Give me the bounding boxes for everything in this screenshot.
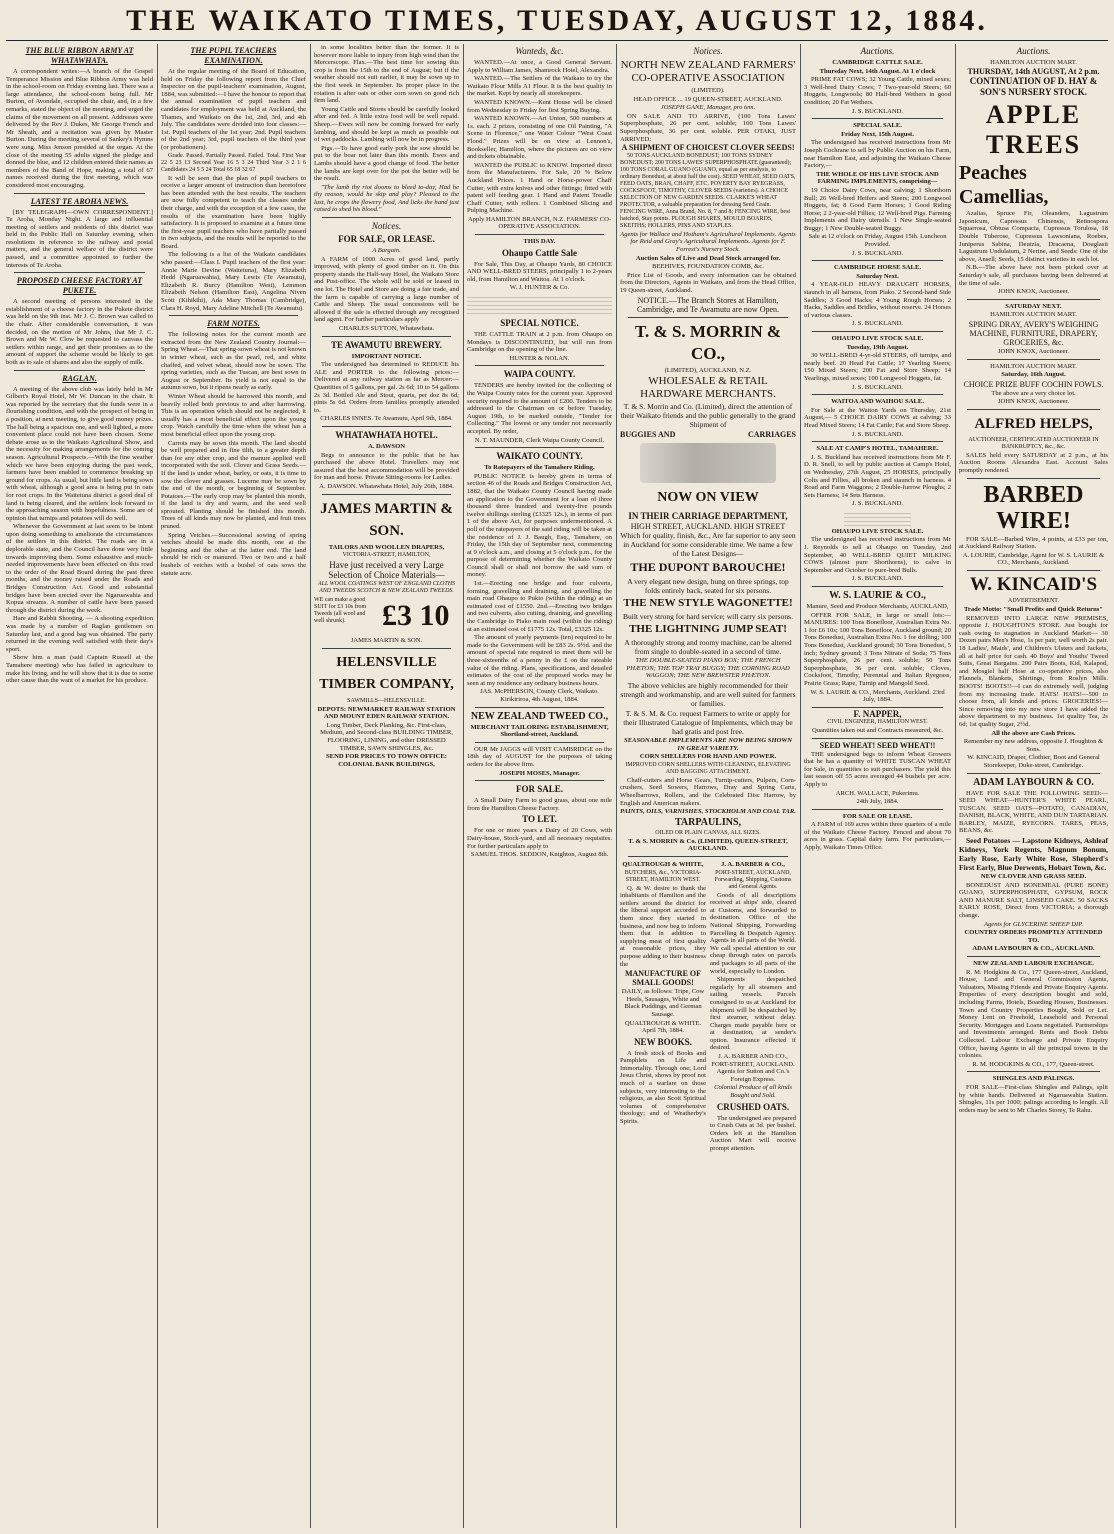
- ad-list: PRIME FAT COWS; 32 Young Cattle, mixed sexes; 3 Well-bred Dairy Cows; 7 Two-year-old Steers; 60 Hoggets, Longwools; 80 Half-bred Wethers in good condition; 20 Fat Wethers.: [804, 76, 951, 106]
- ad-signature: JOHN KNOX, Auctioneer.: [997, 398, 1070, 406]
- headline: PROPOSED CHEESE FACTORY AT PUKETE.: [16, 276, 143, 296]
- ad-text: BONEDUST AND BONEMEAL (PURE BONE) GUANO, SUPERPHOSPHATE, GYPSUM, ROCK AND MANURE SALT, LINSEED CAKE. 50 SACKS EARLY ROSE, Direct from VICTORIA; a thorough change.: [959, 881, 1108, 920]
- column-5: [620, 44, 796, 1526]
- article-paragraph: Whenever the Government at last seem to be intent upon doing something to ameliorate the circumstances of the settlers in this district. The roads are in a deplorable state, and the Council have done very little towards improving them. Some exhaustive and much-needed improvements have been effected on this road to the order of the Road Board during the past three months, and the money raised under the Roads and Bridges Construction Act. Good and substantial bridges have been erected over the Ngaruawahia and Kopua streams. A number of cattle have been passed through the district during the week.: [6, 523, 153, 614]
- ad-signature: JOSEPH MOSES, Manager.: [499, 769, 580, 777]
- ad-text: PAINTS, OILS, VARNISHES, STOCKHOLM AND COAL TAR.: [620, 808, 796, 816]
- ad-signature: J. S. BUCKLAND.: [851, 320, 904, 328]
- ad-text: OUR Mr JAGGS will VISIT CAMBRIDGE on the 18th day of AUGUST for the purposes of taking orders for the above firm.: [467, 745, 612, 768]
- ad-subtitle: A Bargain.: [372, 247, 401, 255]
- ad-title: Ohaupo Cattle Sale: [501, 247, 577, 258]
- ad-signature: J. A. BARBER AND CO., FORT-STREET, AUCKLAND. Agents for Sutton and Co.'s Foreign Express.: [711, 1053, 795, 1083]
- article-paragraph: Carrots may be sown this month. The land should be well prepared and in fine tilth, to a greater depth than for any other crop, and the manure applied well incorporated with the soil. Clover and Grass Seeds.—If the land is under wheat, barley, or oats, it is time to sow the clover and grasses. Lucerne may be sown by the end of the month, or beginning of September. Potatoes.—The early crop may be planted this month, if the land is dry and warm, and the seed well sprouted. Planting should be finished this month. Trees of all kinds may now be planted, and fruit trees pruned.: [161, 439, 306, 531]
- column-1: [6, 44, 153, 1526]
- divider: [322, 217, 451, 218]
- ad-list: Long Timber, Deck Planking, &c. First-class, Medium, and Second-class BUILDING TIMBER, FLOORING, LINING, and other DRESSED TIMBER, SAWN SHINGLES, &c.: [320, 721, 453, 752]
- ad-title: WAITOA AND WAIHOU SALE.: [831, 398, 924, 406]
- ad-subtitle: A. DAWSON: [367, 442, 405, 450]
- ad-title: SEED WHEAT! SEED WHEAT!!: [819, 740, 936, 750]
- divider: [812, 738, 943, 739]
- ad-signature: J. S. BUCKLAND.: [851, 500, 904, 508]
- shipping-ad: [710, 860, 796, 1154]
- section-header: Notices.: [693, 46, 723, 56]
- ad-text: Chaff-cutters and Horse Gears, Turnip-cutters, Pulpers, Corn-crushers, Seed Sowers, Harrows, Dray and Spring Carts, Wheelbarrows, Rollers, and the Celebrated Disc Harrow, by English and American makers.: [620, 776, 796, 807]
- divider: [967, 359, 1100, 360]
- ad-title: THE LIGHTNING JUMP SEAT!: [629, 623, 787, 636]
- ad-subtitle: CORN SHELLERS FOR HAND AND POWER.: [639, 753, 777, 761]
- column-6: [804, 44, 951, 1526]
- ad-title: SPECIAL SALE.: [853, 122, 902, 130]
- ad-title: NEW ZEALAND TWEED CO.,: [470, 710, 609, 722]
- results-table: Grade. Passed. Partially Passed. Failed. Total. First Year 22 5 23 13 Second Year 16 5 3 24 Third Year 3 2 1 6 Candidates 24 5 5 24 Total 65 18 32 67: [161, 152, 306, 173]
- ad-title: NORTH NEW ZEALAND FARMERS' CO-OPERATIVE ASSOCIATION: [620, 59, 796, 84]
- ad-title: HELENSVILLE TIMBER COMPANY,: [319, 654, 454, 692]
- article-paragraph: The following notes for the current month are extracted from the New Zealand Country Journal:—Spring Wheat.—That spring-sown wheat is not known in winter wheat, such as the pearl, red, and white chaffed, and velvet wheat, should now be sown. The spring varieties, such as the Tuscan, are best sown in August or September. Its yield is not equal to the autumn sown, but it ripens nearly as early.: [161, 331, 306, 392]
- ad-subtitle: To Ratepayers of the Tamahere Riding.: [484, 464, 595, 472]
- ad-title: THIS DAY.: [523, 238, 556, 246]
- ad-title: W. KINCAID'S: [969, 574, 1098, 596]
- headline: THE PUPIL TEACHERS EXAMINATION.: [190, 46, 277, 65]
- masthead-rule: [6, 40, 1108, 41]
- article-paragraph: A second meeting of persons interested in the establishment of a cheese factory in the Pukete district was held on the 9th inst. Mr J. C. Brown was called to the chair. After considerable conversation, it was decided, on the motion of Mr Johns, that Mr J. C. Brown and Mr W. Clow be requested to canvass the settlers within range, and get their promises as to the amount of support the scheme would be likely to get both as to sale of shares and also the supply of milk.: [6, 298, 153, 366]
- ad-text: REMOVED INTO LARGE NEW PREMISES, opposite J. HOUGHTON'S STORE. Just bought for cash owing to stagnation in Auckland Market— 30 Dozen pairs Men's Hose, 1s per pair, well worth 2s pair. 18 Ladies', Maids', and Children's Ulsters and Jackets, all at half price for cash. 40 Boys' and Youths' Tweed Suits, Great Bargains. 200 Pairs Boots, Kid, Kalapod, and Mosgiel half Hose at co-operative prices, also Flannels, Blankets, Shirtings, from Roslyn Mills. BOOTS! BOOTS!!—I can do extremely well, judging from my increasing trade. HATS! HATS!—500 to choose from, all kinds and prices. GROCERIES!—Since removing into my new store I have added the above department to my business. 1st quality Tea, 2s 6d; 1st quality Sugar, 2½d.: [959, 614, 1108, 728]
- ad-title: ALFRED HELPS,: [974, 415, 1093, 432]
- column-3: [314, 44, 459, 1526]
- divider: [812, 394, 943, 395]
- ad-text: Q. & W. desire to thank the inhabitants of Hamilton and the settlers around the district for the liberal support accorded to them since they started in business, and now beg to inform them that in addition to supplying meat of first quality at reasonable prices, they purpose adding to their business the: [620, 884, 706, 968]
- ad-text: A fresh stock of Books and Pamphlets on Life and Immortality. Through one; Lord Jesus Christ, shows by proof not much of a warfare on those subjects, very interesting to the religious, as also Scott Spiritual volumes of comprehensive theology; and of Weatherby's Spirits.: [620, 1049, 706, 1126]
- classified-ad: WANTED KNOWN.—Art Union, 500 numbers at 1s. each. 2 prizes, consisting of one Oil Painting, "A Scene in Florence," one Water Colour "West Coast Flood." Prizes will be on view at Lennon's, Bookseller, Hamilton, where the pictures are on view and tickets obtainable.: [467, 115, 612, 161]
- divider: [812, 586, 943, 587]
- divider: [322, 426, 451, 427]
- ad-signature: J. S. BUCKLAND.: [851, 107, 904, 115]
- ad-text: CHOICE PRIZE BUFF COCHIN FOWLS.: [963, 379, 1104, 389]
- ad-text: THE undersigned begs to inform Wheat Growers that he has a quantity of WHITE TUSCAN WHEAT for Sale, in quantities to suit purchasers. The yield this last season off 55 acres averaged 44 bushels per acre. Apply to: [804, 750, 951, 788]
- classified-ad: WANTED.—At once, a Good General Servant. Apply to William James, Shamrock Hotel, Alexandra.: [467, 59, 612, 74]
- ad-text: Shipments despatched regularly by all steamers and sailing vessels. Parcels consigned to us at Auckland for shipment will be despatched by first steamer, without delay. Charges made payable here or at destination, at sender's option. Insurance effected if desired.: [710, 976, 796, 1052]
- article-paragraph: It will be seen that the plan of pupil teachers to receive a larger amount of instruction than heretofore has been attended with the best results. The teachers are now fully competent to teach the classes under their charge, and with the exception of a few cases, the results of the examination have been highly satisfactory. It is proposed to examine at a future time the first-year pupil teachers who have partially passed in two subjects, and the results will be reported to the Board.: [161, 174, 306, 250]
- section-header: Auctions.: [860, 46, 895, 56]
- ad-text: FOR SALE—Barbed Wire, 4 points, at £33 per ton, at Auckland Railway Station.: [959, 535, 1108, 551]
- divider: [812, 441, 943, 442]
- headline: THE BLUE RIBBON ARMY AT WHATAWHATA.: [25, 46, 134, 65]
- ad-title: FOR SALE OR LEASE.: [842, 812, 913, 820]
- headline: RAGLAN.: [62, 373, 97, 383]
- ad-subtitle: THE WHOLE OF HIS LIVE STOCK AND FARMING IMPLEMENTS, comprising—: [816, 170, 939, 186]
- ad-footer: SEND FOR PRICES TO TOWN OFFICE: COLONIAL BANK BUILDINGS,: [326, 753, 447, 768]
- ad-signature: ARCH. WALLACE, Pukerimu.: [835, 789, 920, 797]
- ad-signature: J. S. BUCKLAND.: [851, 575, 904, 583]
- ad-text: For one or more years a Dairy of 20 Cows, with Dairy-house, Stock-yard, and all necessary requisites. For further particulars apply to: [467, 827, 612, 850]
- ad-title: FOR SALE, OR LEASE.: [338, 234, 435, 245]
- divider: [475, 365, 604, 366]
- ad-signature: T. & S. MORRIN & Co. (LIMITED), QUEEN-STREET, AUCKLAND.: [628, 837, 788, 853]
- ad-title: Camellias,: [959, 186, 1049, 209]
- ad-text: For Sale, This Day, at Ohaupo Yards, 80 CHOICE AND WELL-BRED STEERS, principally 1 to 2-years old, from Hamilton and Waitoa. At 1 o'clock.: [467, 260, 612, 283]
- ad-text: Have just received a very Large Selection of Choice Materials—: [328, 560, 445, 581]
- ad-text: IMPROVED CORN SHELLERS WITH CLEANING, ELEVATING AND BAGGING ATTACHMENT.: [625, 761, 791, 775]
- divider: [475, 447, 604, 448]
- divider: [812, 809, 943, 810]
- ad-subtitle: A SHIPMENT OF CHOICEST CLOVER SEEDS!: [621, 143, 795, 153]
- divider: [322, 336, 451, 337]
- ad-title: OHAUPO LIVE STOCK SALE.: [831, 527, 924, 535]
- ad-text: A FARM of 1000 Acres of good land, partly improved, with plenty of good timber on it. On this property stands the Half-way Hotel, the Waikato Store and Post-office. The whole will be sold or leased in one lot. The Hotel and Store are doing a fair trade, and the farm is capable of carrying a large number of Cattle and Sheep. The usual concessions will be allowed if the sale is effected through any recognised land agent. For further particulars apply: [314, 255, 459, 324]
- ad-text: J. S. Buckland has received instructions from Mr F. D. R. Snell, to sell by public auction at Camp's Hotel, on Wednesday, 27th August, 25 HORSES, principally Colts and Fillies, all broken and staunch in harness. 4 Road and Farm Waggons; 2 Double-furrow Ploughs; 2 Sets Harness; 14 Sets Harness.: [804, 453, 951, 499]
- ad-subtitle: AUCTIONEER, CERTIFICATED AUCTIONEER IN BANKRUPTCY, &c., &c.: [968, 436, 1099, 450]
- ad-text: HEAD OFFICE ... 19 QUEEN-STREET, AUCKLAND.: [633, 95, 783, 103]
- ad-text: Agents for GLYCERINE SHEEP DIP.: [983, 920, 1084, 928]
- ad-address: VICTORIA-STREET, HAMILTON,: [342, 552, 431, 559]
- divider: [812, 118, 943, 119]
- ad-title: HAMILTON AUCTION MART.: [990, 362, 1077, 370]
- ad-title: CAMBRIDGE CATTLE SALE.: [832, 59, 923, 66]
- ad-text: 1st.—Erecting one bridge and four culverts, forming, gravelling and draining, and gravelling the main road Ohaupo to Pukio (within the riding) at an estimated cost of £1550. 2nd.—Erecting two bridges and two culverts, also cutting, draining, and gravelling the Cambridge to Piako main road (within the riding) at an estimated cost of £1775 12s. Total, £3325 12s.: [467, 580, 612, 633]
- ad-subtitle: BUTCHERS, &c., VICTORIA-STREET, HAMILTON WEST.: [624, 869, 702, 883]
- ad-signature: QUALTROUGH & WHITE. April 7th, 1884.: [624, 1019, 702, 1035]
- ad-title: OHAUPO LIVE STOCK SALE.: [831, 335, 924, 342]
- ad-text: PUBLIC NOTICE is hereby given in terms of section 46 of the Roads and Bridges Construction Act, 1882, that the Waikato County Council having made an application to the Government for a loan of three thousand three hundred and twenty-five pounds twelve shillings sterling (£3325 12s.), in terms of part 1 of the above Act, for purposes undermentioned. A poll of the ratepayers of the said riding will be taken at the residence of J. J. Baugh, Esq., Tamahere, on Friday, the 15th day of September next, commencing at 9 o'clock a.m., and closing at 5 o'clock p.m., for the purpose of determining whether the Waikato County Council shall or shall not borrow the said sum of money.: [467, 472, 612, 579]
- ad-title: T. & S. MORRIN & CO.,: [634, 321, 782, 363]
- article-paragraph: A meeting of the above club was lately held in Mr Gilbert's Royal Hotel, Mr W. Duncan in the chair. It was reported by the secretary that the funds were in a flourishing condition, and with the prospect of being in a position, at next meeting, to give good money prizes. The hall being a spacious one, and well lighted, a more convenient place could not have been chosen. Some debate arose as to the Waikato Agricultural Show, and the necessity for making arrangements for the coming season. Agricultural Prospects.—With the fine weather which we have been enjoying during the past week, farmers have been enabled to commence breaking up ground for crops. As usual, but little land is being sown with wheat, although a good area is being put in oats for root crops. In the Waitetuna district a good deal of land is being cleared, and the settlers look forward to the approaching season with hopefulness. Some are of opinion that turnips and potatoes will do well.: [6, 385, 153, 522]
- ad-subtitle: CIVIL ENGINEER, HAMILTON WEST.: [827, 719, 928, 726]
- column-rule: [310, 44, 311, 1528]
- ad-signature: SAMUEL THOS. SEDDON, Knighton, August 8th.: [470, 851, 609, 859]
- butcher-ad: [620, 860, 706, 1127]
- ad-text: Agents for Wallace and Hotham's Agricultural Implements. Agents for Reid and Gray's Agricultural Implements. Agents for F. Forrest's Nursery Stock.: [620, 230, 796, 253]
- ad-list: For Sale at the Waiton Yards on Thursday, 21st August,— 5 CHOICE DAIRY COWS at calving; 33 Head Mixed Steers; 14 Fat Cattle; Fat and Store Sheep.: [804, 406, 951, 429]
- classified-ad: WANTED KNOWN.—Kent House will be closed from Wednesday to Friday for first Spring Buying.: [467, 98, 612, 114]
- divider: [967, 956, 1100, 957]
- column-rule: [463, 44, 464, 1528]
- ad-subtitle: Friday Next, 15th August.: [841, 130, 914, 138]
- ad-list: 4 YEAR-OLD HEAVY DRAUGHT HORSES, staunch in all harness, from Piako. 2 Second-hand Side Saddles; 3 Good Hacks; 4 Young Rough Horses; 2 Hacks, Saddles and Bridles, without reserve. 24 Horses of various classes.: [804, 281, 951, 319]
- ad-list: THE DOUBLE-SEATED PIANO BOX; THE FRENCH PHÆTON; THE TOP TRAY BUGGY; THE CORNING ROAD WAGGON; THE NEW BREWSTER PHÆTON.: [626, 657, 790, 680]
- ad-title: SALE AT CAMP'S HOTEL, TAMAHERE.: [816, 445, 939, 453]
- ad-text: SPRING DRAY, AVERY'S WEIGHING MACHINE, FURNITURE, DRAPERY, GROCERIES, &c.: [968, 319, 1099, 347]
- divider: [967, 773, 1100, 774]
- ad-text: DEPOTS: NEWMARKET RAILWAY STATION AND MOUNT EDEN RAILWAY STATION.: [317, 705, 456, 721]
- ad-title: J. A. BARBER & CO.,: [721, 861, 785, 868]
- ad-subtitle: Manure, Seed and Produce Merchants, AUCKLAND,: [806, 603, 949, 611]
- article-paragraph: in some localities better than the former. It is however more liable to injury from high wind than the Mercerscope. Flax.—The best time for sowing this crop is from the 15th to the end of August; but if the weather should not suit earlier, it may be sown up to the first week in September. Its proper place in the rotation is after oats or other corn sown on good rich firm land.: [314, 44, 459, 105]
- ad-signature: R. M. HODGKINS & CO., 177, Queen-street.: [972, 1060, 1095, 1068]
- divider: [812, 260, 943, 261]
- price-label: £3 10: [382, 599, 450, 633]
- ad-text: TENDERS are hereby invited for the collecting of the Waipa County rates for the current year. Approved security required to the amount of £200. Tenders to be addressed to the Chairman on or before Tuesday, August 19th, to be marked outside, "Tender for Collecting." The lowest or any tender not necessarily accepted. By order,: [467, 382, 612, 435]
- ad-list: 30 WELL-BRED 4-yr-old STEERS, off turnips, and nearly beef. 20 Head Fat Cattle; 17 Yearling Steers; 150 Mixed Steers; 200 Fat and Store Sheep; 14 Yearlings, mixed sexes; 100 Longwool Hoggets, fat.: [804, 352, 951, 382]
- ad-signature: JOHN KNOX, Auctioneer.: [997, 347, 1070, 355]
- ad-title: WAIPA COUNTY.: [503, 369, 576, 380]
- ad-text: T. & S. M. & Co. request Farmers to write or apply for their Illustrated Catalogue of Implements, which may be had gratis and post free.: [623, 709, 793, 737]
- ad-signature: JAS. McPHERSON, County Clerk, Waikato. Kirikiriroa, 4th August, 1884.: [480, 688, 599, 703]
- divider: [14, 272, 145, 273]
- ad-text: Built very strong for hard service; will carry six persons.: [623, 612, 793, 622]
- ad-signature: W. J. HUNTER & Co.: [509, 284, 570, 292]
- ad-title: ADAM LAYBOURN & CO.: [973, 776, 1094, 788]
- ad-text: Quantities taken out and Contracts measured, &c.: [811, 727, 944, 735]
- ad-text: JOSEPH GANE, Manager, pro tem.: [660, 104, 756, 112]
- classified-ad: WANTED the PUBLIC to KNOW. Imported direct from the Manufacturers. For Sale, 20 % Below Auckland Prices. 1 Hand or Horse-power Chaff Cutter, with extra knives and other fittings; fitted with patent self feeding gear. 1 Hand and Patent Treadle Chaff Cutter, with rollers. 1 Combined Slicing and Pulping Machine.: [467, 161, 612, 215]
- ad-title: NOW ON VIEW: [657, 489, 759, 505]
- headline: LATEST TE AROHA NEWS.: [30, 196, 129, 206]
- column-rule: [616, 44, 617, 1528]
- divider: [475, 742, 604, 743]
- divider: [322, 494, 451, 495]
- ad-text: COUNTRY ORDERS PROMPTLY ATTENDED TO.: [964, 929, 1103, 944]
- article-paragraph: Young Cattle and Stores should be carefully looked after and fed. A little extra food will be well repaid. Sheep.—Ewes will now be coming forward for early lambing, and should be kept as much as possible out of wet paddocks. Lambing will now be in progress.: [314, 105, 459, 144]
- ad-subtitle: NEW CLOVER AND GRASS SEED.: [980, 873, 1087, 881]
- ad-list: ALL WOOL COATINGS WEST OF ENGLAND CLOTHS AND TWEEDS SCOTCH & NEW ZEALAND TWEEDS.: [317, 581, 456, 595]
- ad-title: HAMILTON AUCTION MART.: [990, 59, 1077, 66]
- ad-date: 24th July, 1884.: [856, 798, 899, 806]
- ad-title: CRUSHED OATS.: [716, 1101, 790, 1112]
- ad-text: Which for quality, finish, &c., Are far superior to any seen in Auckland for some considerable time. We name a few of the Latest Designs—: [620, 531, 796, 559]
- ad-signature: J. S. BUCKLAND.: [851, 249, 904, 257]
- ad-subtitle: Thursday Next, 14th August. At 1 o'clock: [819, 67, 936, 75]
- divider: [475, 780, 604, 781]
- classified-ad: WANTED.—The Settlers of the Waikato to try the Waikato Flour Mills A1 Flour. It is the best quality in the market. Kept by nearly all storekeepers.: [467, 75, 612, 98]
- ad-subtitle: SAWMILLS—HELENSVILLE.: [347, 697, 426, 704]
- divider: [967, 478, 1100, 479]
- ad-title: WAIKATO COUNTY.: [496, 451, 583, 462]
- ad-text: Colonial Produce of all kinds Bought and Sold.: [714, 1084, 792, 1100]
- ad-title: FOR SALE.: [515, 784, 563, 795]
- article-paragraph: Hare and Rabbit Shooting. — A shooting expedition was made by a number of Raglan gentlemen on Saturday last, and a good bag was obtained. The party returned in the evening well satisfied with their day's sport.: [6, 615, 153, 653]
- ad-title: THE DUPONT BAROUCHE!: [630, 560, 786, 575]
- verse: "The lamb thy riot dooms to bleed to-day, Had he thy reason, would he skip and play? Pleased to the last, he crops the flowery food, And licks the hand just raised to shed his blood.": [314, 183, 459, 214]
- ad-text: The undersigned has received instructions from Mr Joseph Cochrane to sell by Public Auction on his Farm, near Hamilton East, and adjoining the Waikato Cheese Factory,—: [804, 139, 951, 170]
- column-rule: [800, 44, 801, 1528]
- ad-text: T. & S. Morrin and Co. (Limited), direct the attention of their Waikato friends and the public generally to the grand Shipment of: [620, 402, 796, 430]
- ad-text: A FARM of 169 acres within three quarters of a mile of the Waikato Cheese Factory. Fenced and about 70 acres in grass. Capital dairy farm. For particulars,—Apply, Waikato Times Office.: [804, 821, 951, 852]
- ad-title: HAMILTON AUCTION MART.: [990, 311, 1077, 319]
- headline: FARM NOTES.: [207, 319, 260, 329]
- article-paragraph: At the regular meeting of the Board of Education, held on Friday the following report from the Chief Inspector on the pupil-teachers' examination, August, 1884, was submitted:—I have the honour to report that the annual examination of pupil teachers and candidates for employment was held at Auckland, the Thames, and Waikato on the 1st, 2nd, 3rd, and 4th July. The candidates were divided into four classes:—1st. Pupil teachers of the 1st year; 2nd. Pupil teachers of the 2nd year; 3rd, pupil teachers of the third year (or probationers).: [161, 68, 306, 151]
- ad-subtitle: ADVERTISEMENT.: [1007, 598, 1060, 605]
- ad-title: F. NAPPER,: [853, 708, 902, 719]
- ad-signature: JAMES MARTIN & SON.: [350, 637, 423, 645]
- ad-subtitle: THURSDAY, 14th AUGUST, At 2 p.m.: [967, 66, 1100, 76]
- ad-title: Peaches: [959, 162, 1027, 185]
- article-paragraph: Show him a man (said Captain Russell at the Tamahere meeting) who has failed in agriculture to make his living, and he will show that it is due to some other cause than the want of a market for his produce.: [6, 654, 153, 685]
- ad-title: QUALTROUGH & WHITE,: [622, 861, 704, 868]
- ad-title: MANUFACTURE OF SMALL GOODS!: [624, 969, 702, 988]
- ad-signature: CHARLES SUTTON, Whatawhata.: [338, 325, 435, 332]
- ad-signature: CHARLES INNES. Te Awamutu, April 9th, 1884.: [320, 415, 453, 423]
- ad-text: Seed Potatoes — Lapstone Kidneys, Ashleaf Kidneys, York Regents, Magnum Bonum, Early Rose, Early White Rose, Shepherd's First Early, Blue Derwents, Hobart Town, &c.: [959, 836, 1108, 873]
- ad-signature: J. S. BUCKLAND.: [851, 430, 904, 438]
- ad-subtitle: Tuesday, 19th August.: [846, 343, 909, 351]
- ad-list: Azalias, Spruce Fir, Oleanders, Lagustrum Japonicum, Capressus Chinensis, Retinospora Squarrosa, Obtusa Compacta, Cupressus Torulosa, 18 Double Tuberose, Cupressus Lawsoniana, Roebes, Juniperus Sabina, Deutzia, Dracaena, Douglasii Lagustrum Undulatum, 2 Nerine, and Seeds: One of the above, Ansell; Seeds, 15 distinct varieties in each lot.: [959, 210, 1108, 263]
- ad-subtitle: Saturday Next.: [856, 272, 899, 280]
- divider: [967, 409, 1100, 410]
- divider: [967, 1071, 1100, 1072]
- divider: [812, 331, 943, 332]
- ad-subtitle: TAILORS AND WOOLLEN DRAPERS,: [328, 543, 445, 551]
- ad-text: HIGH STREET, AUCKLAND. HIGH STREET: [630, 521, 786, 531]
- ad-text: Remember my new address, opposite J. Houghton & Sons.: [963, 738, 1104, 753]
- article-paragraph: A correspondent writes:—A branch of the Gospel Temperance Mission and Blue Ribbon Army was held in the school-room on Friday evening last. There was a large attendance, the school-room being full. Mr Burton, of Avondale, occupied the chair, and, in a few remarks, stated the object of the meeting, and urged the claims of the movement on all present. Addresses were delivered by the Rev J. Dukes, Mr George French and Mr Sheath, and a recitation was given by Master Burton. During the meeting several of Sankey's Hymns were sung. Miss Jenson presided at the organ. At the close of the meeting 55 adults signed the pledge and donned the blue, and 12 children entered their names as members of the Band of Hope, making a total of 67 names received during the first meeting, which was considered most encouraging.: [6, 68, 153, 189]
- ad-text: Price List of Goods, and every information can be obtained from the Directors, Agents in Waikato, and from the Head Office, 19 Queen-street, Auckland.: [620, 271, 796, 294]
- ad-text: A very elegant new design, hung on three springs, top folds entirely back, seated for six persons.: [627, 577, 789, 596]
- ad-subtitle: MERCHANT TAILORING ESTABLISHMENT, Shortland-street, Auckland.: [470, 723, 609, 739]
- ad-subtitle: Saturday, 16th August.: [1001, 371, 1066, 379]
- ad-signature: A. LOURIE, Cambridge, Agent for W. S. LAURIE & CO., Merchants, Auckland.: [962, 551, 1105, 567]
- divider: [14, 193, 145, 194]
- ad-text: The undersigned are prepared to Crush Oats at 3d. per bushel. Orders left at the Hamilton Auction Mart will receive prompt attention.: [710, 1114, 796, 1152]
- ad-text: Goods of all descriptions received at ships' side, cleared at Customs, and forwarded to destination. Office of the National Shipping, Forwarding Parcelling & Despatch Agency. Agents in all parts of the World. We call special attention to our cheap through rates on parcels and packages to all parts of the world, especially to London.: [710, 891, 796, 975]
- ad-signature: HUNTER & NOLAN.: [509, 354, 570, 362]
- article-paragraph: Spring Vetches.—Successional sowing of spring vetches should be made this month, one at the beginning and the other at the latter end. The land should be rich or manured. Two or two and a half bushels of vetches with a bushel of oats sows the statute acre.: [161, 531, 306, 577]
- ad-subtitle: (LIMITED), AUCKLAND, N.Z.: [664, 366, 752, 374]
- divider: [812, 707, 943, 708]
- ad-text: OFFER FOR SALE, in large or small lots:—MANURES: 100 Tons Bonefloor, Australian Extra No. 1 for £6 10s; 100 Tons Bonefloor, Auckland ground; 20 Tons Bonedust, Australian Extra No. 1 for drilling; 100 Tons Bonedust, Auckland ground; 30 Tons Bonedust, 5 inch; Sydney ground; 3 Tons Nitrate of Soda; 75 Tons Superphosphate, 26 per cent. soluble; 50 Tons Superphosphate, 36 per cent. soluble; Cloves, Cocksfoot, Timothy, Perennial and Italian Ryegrass, Prairie Grass; Rape, Turnip and Mangold Seed.: [804, 611, 951, 687]
- section-header: Notices.: [371, 221, 402, 232]
- ad-label: BUGGIES AND: [620, 431, 676, 439]
- divider: [475, 707, 604, 708]
- cow-illustration: [844, 510, 911, 526]
- divider: [14, 370, 145, 371]
- ad-label: CARRIAGES: [747, 431, 796, 439]
- ad-title: CONTINUATION OF D. HAY & SON'S NURSERY STOCK.: [969, 76, 1098, 98]
- ad-title: THE NEW STYLE WAGONETTE!: [623, 597, 793, 610]
- ad-title: BARBED WIRE!: [983, 481, 1084, 534]
- ad-signature: JOHN KNOX, Auctioneer.: [997, 288, 1070, 296]
- ad-text: A thoroughly strong and roomy machine, can be altered from single to double-seated in a second of time.: [624, 638, 792, 657]
- section-header: Wanteds, &c.: [515, 46, 564, 56]
- ad-subtitle: (LIMITED).: [691, 87, 725, 94]
- ad-text: BEEHIVES, FOUNDATION COMB, &c.: [652, 263, 764, 271]
- ad-subtitle: IMPORTANT NOTICE.: [351, 352, 422, 360]
- ad-text: The above are a very choice lot.: [991, 389, 1076, 397]
- ad-text: THE CATTLE TRAIN at 2 p.m. from Ohaupo on Mondays is DISCONTINUED, but will run from Cambridge on the opening of the line.: [467, 331, 612, 354]
- ad-text: The undersigned has received instructions from Mr J. Reynolds to sell at Ohaupo on Tuesday, 2nd September, 40 WELL-BRED QUIET MILKING COWS (almost pure Shorthorns), to calve in September and October to pure-bred Bulls.: [804, 536, 951, 574]
- ad-subtitle: PORT-STREET, AUCKLAND, Forwarding, Shipping, Customs and General Agents.: [714, 869, 792, 890]
- ad-title: WHATAWHATA HOTEL.: [335, 429, 438, 440]
- divider: [628, 856, 788, 857]
- column-2: [161, 44, 306, 1526]
- ad-text: The undersigned has determined to REDUCE his ALE and PORTER to the following prices:—Delivered at any railway station as far as Mercer:—Quantities of 5 gallons, per gal. 2s 6d; 10 to 54 gallons 2s 3d. Bottled Ale and Stout, quarts, per doz 8s 6d; pints 5s 6d. Orders from families promptly attended to.: [314, 361, 459, 414]
- ad-title: SPECIAL NOTICE.: [500, 318, 579, 329]
- ad-title: TO LET.: [522, 814, 557, 825]
- ad-text: WE can make a good SUIT for £3 10s from Tweeds (all wool and well shrunk).: [314, 597, 367, 625]
- ad-title: NEW ZEALAND LABOUR EXCHANGE.: [973, 960, 1094, 967]
- ad-text: OILED OR PLAIN CANVAS, ALL SIZES.: [655, 829, 761, 836]
- ad-title: W. S. LAURIE & CO.,: [829, 590, 926, 602]
- ad-text: SALES held every SATURDAY at 2 p.m., at his Auction Rooms Alexandra East. Account Sales promptly rendered.: [959, 451, 1108, 475]
- ad-subtitle: WHOLESALE & RETAIL HARDWARE MERCHANTS.: [640, 375, 776, 401]
- article-paragraph: [BY TELEGRAPH—OWN CORRESPONDENT.] Te Aroha, Monday Night. A large and influential meeting of settlers and residents of this district was held in the Public Hall on Saturday evening, when resolutions in reference to the railway and postal matters, and the general welfare of the district were passed, and a committee appointed to further the interests of Te Aroha.: [6, 208, 153, 269]
- ad-signature: N. T. MAUNDER, Clerk Waipa County Council.: [474, 436, 605, 444]
- ad-text: N.B.—The above have not been picked over at Saturday's sale, all purchases having been delivered at the time of sale.: [959, 264, 1108, 287]
- ad-text: A Small Dairy Farm to good grass, about one mile from the Hamilton Cheese Factory.: [467, 797, 612, 812]
- ad-text: R. M. Hodgkins & Co., 177 Queen-street, Auckland, House, Land and General Commission Agents, Valuators, Missing Friends and Private Enquiry Agents. Properties of every description bought and sold, including Farms, Hotels, Boarding Houses, Businesses. Town and Country Properties Bought, Sold or Let. Money Lent on Freehold, Leasehold and Personal Security. Mortgages and Loans negotiated. Partnerships and Investments arranged. Rents and Book Debts Collected. Labour Exchange and Private Enquiry Office, having Agents in all the principal towns in the colonies.: [959, 968, 1108, 1060]
- column-7: [959, 44, 1108, 1526]
- ad-signature: Apply HAMILTON BRANCH, N.Z. FARMERS' CO-OPERATIVE ASSOCIATION.: [467, 215, 612, 231]
- ad-text: The above vehicles are highly recommended for their strength and workmanship, and are well suited for farmers or families.: [620, 681, 796, 709]
- ad-signature: W. KINCAID, Draper, Clothier, Boot and General Storekeeper, Duke-street, Cambridge.: [967, 754, 1100, 769]
- ad-text: Sale at 12 o'clock on Friday, August 15th. Luncheon Provided.: [808, 233, 947, 249]
- ad-signature: J. S. BUCKLAND.: [851, 383, 904, 391]
- ad-text: DAILY, as follows: Tripe, Cow Heels, Sausages, White and Black Puddings, and German Sausage.: [621, 988, 705, 1018]
- ad-signature: ADAM LAYBOURN & CO., AUCKLAND.: [972, 945, 1095, 953]
- article-paragraph: The following is a list of the Waikato candidates who passed:—Class I. Pupil teachers of the first year: Annie Marie Devine (Waitetuna), Mary Elizabeth Hedd (Ngaruawahia), Mary Lewis (Te Awamutu), Elizabeth R. Burcy (Hamilton West), Lemmon Elizabeth Nelson (Hamilton East), Angelina Niven Scott (Kihikihi), Ada Mary Thomas (Cambridge), Clara H. Royd, Mary Adeline Mitchell (Te Awamutu).: [161, 251, 306, 312]
- ad-title: APPLE TREES: [985, 100, 1082, 160]
- ad-subtitle: SATURDAY NEXT.: [1005, 302, 1062, 310]
- ad-title: NEW BOOKS.: [634, 1036, 692, 1047]
- ad-title: CAMBRIDGE HORSE SALE.: [833, 264, 922, 272]
- divider: [967, 570, 1100, 571]
- section-header: Auctions.: [1016, 46, 1051, 56]
- ad-title: SHINGLES AND PALINGS.: [992, 1075, 1075, 1083]
- ad-text: FOR SALE—First-class Shingles and Palings, split by white hands. Delivered at Ngaruawahia Station. Shingles, 11s per 1000; palings according to length. All orders may be sent to Mr Charles Storey, Te Rahu.: [959, 1083, 1108, 1114]
- article-paragraph: Winter Wheat should be harrowed this month, and heavily rolled both previous to and after harrowing. This is an operation which should not be neglected, it usually has a most beneficial effect upon the young crop. Watch carefully the time when the wheat has a most beneficial effect upon the young crop.: [161, 392, 306, 438]
- ad-text: All the above are Cash Prices.: [991, 729, 1076, 737]
- divider: [169, 315, 298, 316]
- ad-subtitle: Trade Motto: "Small Profits and Quick Returns": [964, 606, 1103, 614]
- ad-subtitle: TARPAULINS,: [674, 816, 742, 828]
- ad-text: NOTICE.—The Branch Stores at Hamilton, Cambridge, and Te Awamutu are now Open.: [636, 295, 780, 314]
- divider: [628, 317, 788, 318]
- column-rule: [157, 44, 158, 1528]
- divider: [967, 299, 1100, 300]
- ad-text: HAVE FOR SALE THE FOLLOWING SEED:— SEED WHEAT—HUNTER'S WHITE PEARL, TUSCAN. SEED OATS—POTATO, CANADIAN, DANISH, BLACK, WHITE, AND DUN TARTARIAN. BARLEY, MAIZE, RYECORN. TARES, PEAS, BEANS, &c.: [959, 789, 1108, 835]
- ad-signature: A. DAWSON. Whatawhata Hotel, July 26th, 1884.: [319, 482, 454, 490]
- column-4: [467, 44, 612, 1526]
- ad-text: ON SALE AND TO ARRIVE, {100 Tons Lawes' Superphosphate, 26 per cent. soluble; 100 Tons Lawes' Superphosphate, 36 per cent. soluble. PER OTAKI, JUST ARRIVED:: [620, 112, 796, 143]
- masthead: THE WAIKATO TIMES, TUESDAY, AUGUST 12, 1884.: [126, 4, 988, 37]
- ad-text: Auction Sales of Live and Dead Stock arranged for.: [635, 254, 781, 262]
- article-paragraph: Pigs.—To have good early pork the sow should be put to the boar not later than this month. Ewes and Lambs should have a good change of food. The better the lambs are kept over for the pot the better will be the result.: [314, 144, 459, 183]
- ad-title: JAMES MARTIN & SON.: [320, 500, 453, 539]
- ad-text: The amount of yearly payments (ten) required to be made to the Government will be £83 2s. 9½d. and the amount of special rate required to meet them will be three-sixteenths of a penny in the £ on the rateable value of the riding. Plans, specifications, and detailed estimates of the cost of the proposed works may be seen at my residence any ordinary business hours.: [467, 634, 612, 687]
- divider: [475, 234, 604, 235]
- ad-text: SEASONABLE IMPLEMENTS ARE NOW BEING SHOWN IN GREAT VARIETY.: [623, 737, 792, 752]
- ad-list: 50 TONS AUCKLAND BONEDUST; 100 TONS SYDNEY BONEDUST; 200 TONS LAWES' SUPERPHOSPHATE (guaranteed); 100 TONS CORAL GUANO (GUANO, equal as per analysis, to ordinary Bonedust, at about half the cost). SEED WHEAT, SEED OATS, FEED OATS, BRAN, CHAFF, ETC. POVERTY BAY RYEGRASS, COCKSFOOT, TIMOTHY, CLOVER SEEDS (varieties). A CHOICE SELECTION OF NEW GARDEN SEEDS. CLARKE'S WHEAT PROTECTOR, a valuable preparation for dressing Seed Grain. FENCING WIRE, Anna Brand, No. 8, 7 and 8; FENCING WIRE, best hatched, Stay points. PLOUGH SHARES, MOULD BOARDS, SKEITHS; HOLLERS, PINS AND STAPLES.: [620, 152, 796, 229]
- train-illustration: [467, 296, 612, 314]
- ad-title: TE AWAMUTU BREWERY.: [330, 339, 443, 350]
- ad-signature: W. S. LAURIE & CO., Merchants, Auckland. 23rd July, 1884.: [810, 688, 945, 704]
- ad-list: 19 Choice Dairy Cows, near calving; 1 Shorthorn Bull; 26 Well-bred Heifers and Steers; 200 Longwool Hoggets, fat; 8 Good Farm Horses; 1 Good Riding Horse; 2 2-year-old Fillies; 12 Well-bred Pigs. Farming Implements and Dairy utensils. 1 New Single-seated Buggy; 1 New Double-seated Buggy.: [804, 186, 951, 232]
- divider: [322, 648, 451, 649]
- ad-text: Begs to announce to the public that he has purchased the above Hotel. Travellers may rest assured that the best accommodation will be provided for man and horse. Private Sitting-rooms for Ladies.: [314, 451, 459, 482]
- carriage-illustration: [640, 443, 776, 483]
- ad-subtitle: IN THEIR CARRIAGE DEPARTMENT,: [628, 510, 788, 521]
- column-rule: [955, 44, 956, 1528]
